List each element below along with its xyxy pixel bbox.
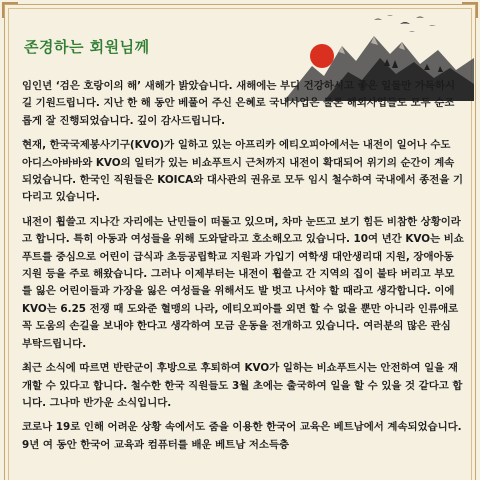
letter-body xyxy=(22,78,464,461)
corner-ornament-left xyxy=(2,2,18,18)
page-title: 존경하는 회원님께 xyxy=(24,38,150,56)
paragraph-new-year-greeting: 임인년 ‘검은 호랑이의 해’ 새해가 밝았습니다. 새해에는 부디 건강하시고 좋은 일들만 가득하시길 기원드립니다. 지난 한 해 동안 베풀어 주신 은혜로 국내사업은 물론 해외사업들도 모두 순조롭게 잘 진행되었습니다. 깊이 감사드립니다. xyxy=(22,80,456,127)
paragraph-recent-news: 최근 소식에 따르면 반란군이 후방으로 후퇴하여 KVO가 일하는 비쇼푸트시는 안전하여 일을 재개할 수 있다고 합니다. 철수한 한국 직원들도 3월 초에는 출국하여 일을 할 수 있을 것 같다고 합니다. 그나마 반가운 소식입니다. xyxy=(22,362,463,409)
paragraph-refugee-appeal: 내전이 휩쓸고 지나간 자리에는 난민들이 떠돌고 있으며, 차마 눈뜨고 보기 힘든 비참한 상황이라고 합니다. 특히 아동과 여성들을 위해 도와달라고 호소해오고 있습니다. 10여 년간 KVO는 비쇼푸트를 중심으로 어린이 급식과 초등공립학교 지원과 가입기 여학생 대안생리대 지원, 장애아동 지원 등을 주로 해왔습니다. 그러나 이제부터는 내전이 휩쓸고 간 지역의 집이 불타 버리고 부모를 잃은 어린이들과 가장을 잃은 여성들을 위해서도 발 벗고 나서야 할 때라고 생각합니다. 이에 KVO는 6.25 전쟁 때 도와준 혈맹의 나라, 에티오피아를 외면 할 수 없을 뿐만 아니라 인류애로 꼭 도움의 손길을 보내야 한다고 생각하여 모금 운동을 전개하고 있습니다. 여러분의 많은 관심 부탁드립니다. xyxy=(22,215,464,350)
red-sun-icon xyxy=(310,44,334,68)
paragraph-covid-education: 코로나 19로 인해 어려운 상황 속에서도 줌을 이용한 한국어 교육은 베트남에서 계속되었습니다. 9년 여 동안 한국어 교육과 컴퓨터를 배운 베트남 저소득층 xyxy=(22,421,462,451)
paragraph-ethiopia-civil-war: 현재, 한국국제봉사기구(KVO)가 일하고 있는 아프리카 에티오피아에서는 내전이 일어나 수도 아디스아바바와 KVO의 일터가 있는 비쇼푸트시 근처까지 내전이 확대되어 위기의 순간이 계속되었습니다. 한국인 직원들은 KOICA와 대사관의 권유로 모두 임시 철수하여 국내에서 종전을 기다리고 있습니다. xyxy=(22,139,464,204)
birds-icon xyxy=(374,15,436,32)
